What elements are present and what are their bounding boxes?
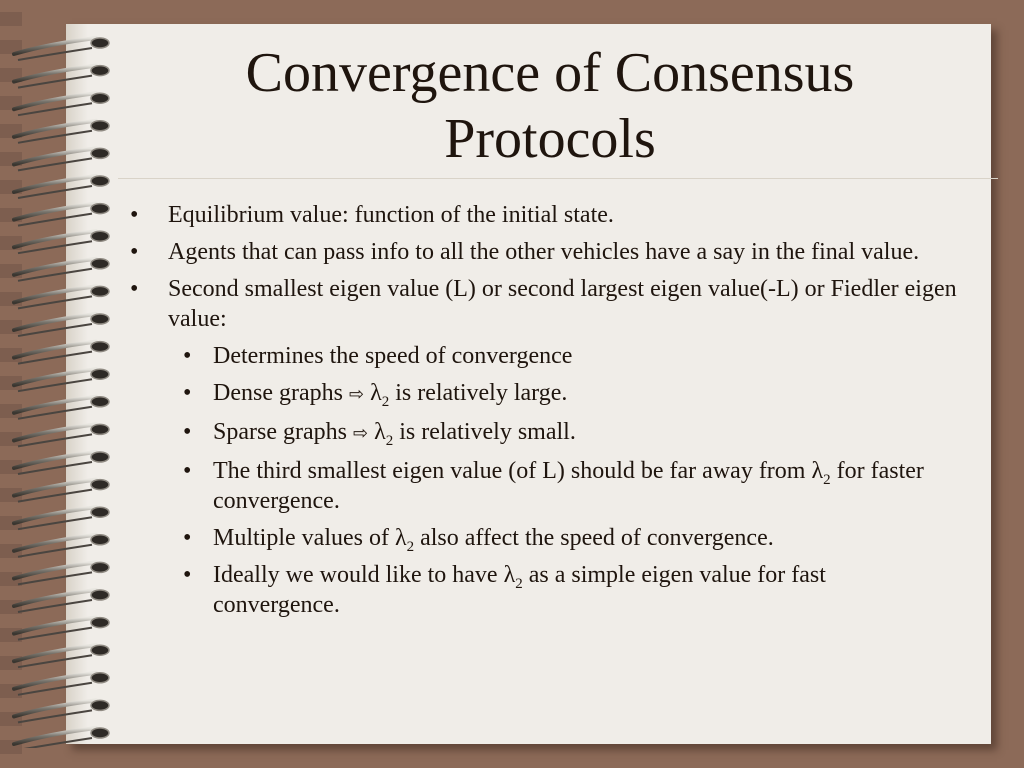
- spiral-ring: [14, 231, 109, 253]
- bullet-dot: •: [130, 276, 139, 302]
- lambda-symbol: λ: [394, 525, 407, 551]
- slide-body: [128, 200, 958, 627]
- bullet-dot: •: [183, 343, 192, 369]
- spiral-ring: [14, 204, 109, 226]
- spiral-ring: [14, 700, 109, 722]
- lambda-symbol: λ: [503, 562, 516, 588]
- spiral-ring: [14, 728, 109, 748]
- spiral-ring: [14, 286, 109, 308]
- spiral-binding: [8, 28, 118, 748]
- bullet-item: [128, 237, 958, 267]
- sub-bullet-text: is relatively small.: [393, 419, 576, 445]
- bullet-item: [128, 274, 958, 334]
- bullet-dot: •: [183, 380, 192, 406]
- lambda-subscript: 2: [406, 538, 415, 555]
- sub-bullet-text: is relatively large.: [389, 380, 568, 406]
- arrow-icon: ⇨: [348, 384, 365, 405]
- title-line-2: Protocols: [444, 108, 656, 170]
- spiral-ring: [14, 673, 109, 695]
- spiral-ring: [14, 342, 109, 364]
- sub-bullet-text: also affect the speed of convergence.: [414, 525, 774, 551]
- lambda-symbol: λ: [370, 380, 382, 406]
- bullet-text: Agents that can pass info to all the other vehicles have a say in the final value.: [168, 239, 920, 265]
- lambda-subscript: 2: [823, 471, 831, 488]
- spiral-ring: [14, 66, 109, 88]
- spiral-ring: [14, 535, 109, 557]
- sub-bullet-text: Ideally we would like to have: [213, 562, 504, 588]
- sub-bullet-text: Determines the speed of convergence: [213, 343, 573, 369]
- spiral-ring: [14, 93, 109, 115]
- spiral-ring: [14, 424, 109, 446]
- spiral-ring: [14, 38, 109, 60]
- lambda-subscript: 2: [515, 575, 523, 592]
- bullet-dot: •: [183, 525, 192, 551]
- bullet-dot: •: [130, 239, 139, 265]
- spiral-ring: [14, 259, 109, 281]
- spiral-ring: [14, 452, 109, 474]
- sub-bullet-item: [173, 378, 958, 410]
- sub-bullet-text: as a simple eigen value for fast convergence.: [213, 562, 826, 618]
- bullet-text: Equilibrium value: function of the initial state.: [168, 202, 614, 228]
- spiral-ring: [14, 176, 109, 198]
- spiral-ring: [14, 121, 109, 143]
- title-divider: [118, 178, 998, 179]
- sub-bullet-text: The third smallest eigen value (of L) should be far away from: [213, 458, 812, 484]
- bullet-dot: •: [183, 562, 192, 588]
- sub-bullet-item: [173, 523, 958, 553]
- sub-bullet-item: [173, 560, 958, 620]
- spiral-ring: [14, 562, 109, 584]
- spiral-ring: [14, 618, 109, 640]
- spiral-ring: [14, 590, 109, 612]
- bullet-item: [128, 200, 958, 230]
- bullet-dot: •: [183, 458, 192, 484]
- spiral-ring: [14, 148, 109, 170]
- bullet-dot: •: [183, 419, 192, 445]
- spiral-ring: [14, 507, 109, 529]
- bullet-dot: •: [130, 202, 139, 228]
- slide-title: [150, 40, 950, 172]
- spiral-ring: [14, 480, 109, 502]
- sub-bullet-text: for faster convergence.: [213, 458, 924, 514]
- spiral-ring: [14, 645, 109, 667]
- sub-bullet-text: Dense graphs: [213, 380, 343, 406]
- lambda-symbol: λ: [374, 419, 386, 445]
- spiral-ring: [14, 369, 109, 391]
- sub-bullet-item: [173, 341, 958, 371]
- arrow-icon: ⇨: [352, 423, 369, 444]
- sub-bullet-text: Sparse graphs: [213, 419, 347, 445]
- lambda-subscript: 2: [385, 432, 394, 449]
- spiral-ring: [14, 314, 109, 336]
- bullet-text: Second smallest eigen value (L) or second largest eigen value(-L) or Fiedler eigen value:: [168, 276, 957, 332]
- sub-bullet-item: [173, 456, 958, 516]
- lambda-subscript: 2: [381, 393, 390, 410]
- sub-bullet-item: [173, 417, 958, 449]
- sub-bullet-text: Multiple values of: [213, 525, 395, 551]
- spiral-ring: [14, 397, 109, 419]
- lambda-symbol: λ: [811, 458, 824, 484]
- title-line-1: Convergence of Consensus: [245, 42, 855, 104]
